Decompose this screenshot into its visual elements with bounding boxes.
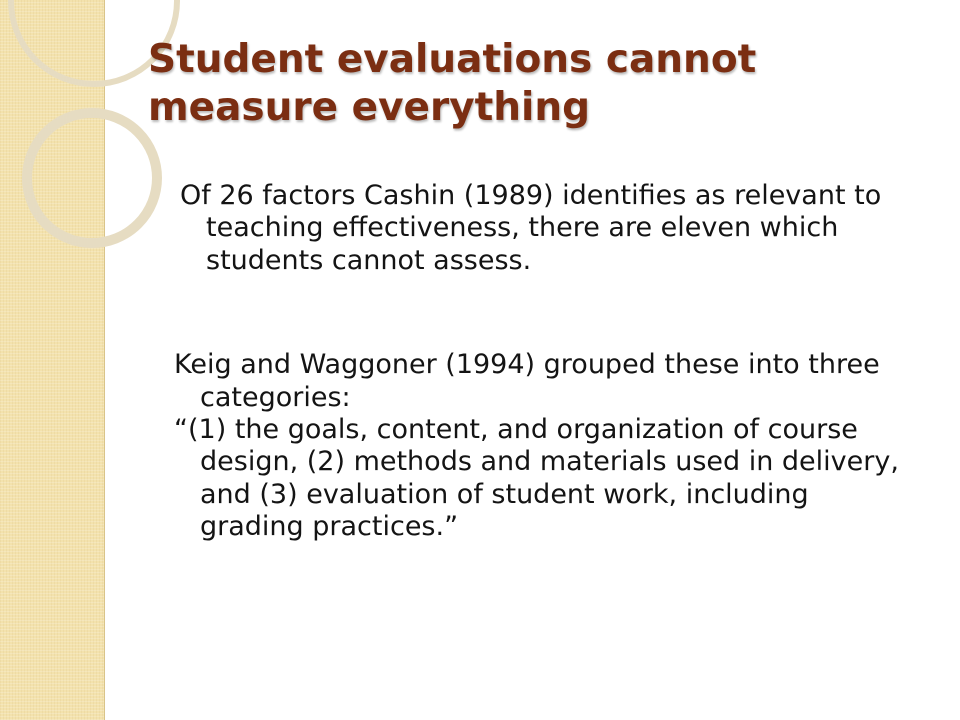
paragraph-cashin: Of 26 factors Cashin (1989) identifies as relevant to teaching effectiveness, there are eleven which students cannot assess. xyxy=(180,180,882,276)
categories-intro: Keig and Waggoner (1994) grouped these into three categories: xyxy=(174,349,880,413)
slide-title: Student evaluations cannot measure everything xyxy=(148,37,757,130)
decorative-ring-middle xyxy=(22,108,162,248)
paragraph-keig-waggoner xyxy=(174,349,914,543)
categories-quote: “(1) the goals, content, and organization of course design, (2) methods and materials used in delivery, and (3) evaluation of student work, including grading practices.” xyxy=(174,413,899,543)
decorative-sidebar xyxy=(0,0,105,720)
slide-body xyxy=(174,180,914,544)
